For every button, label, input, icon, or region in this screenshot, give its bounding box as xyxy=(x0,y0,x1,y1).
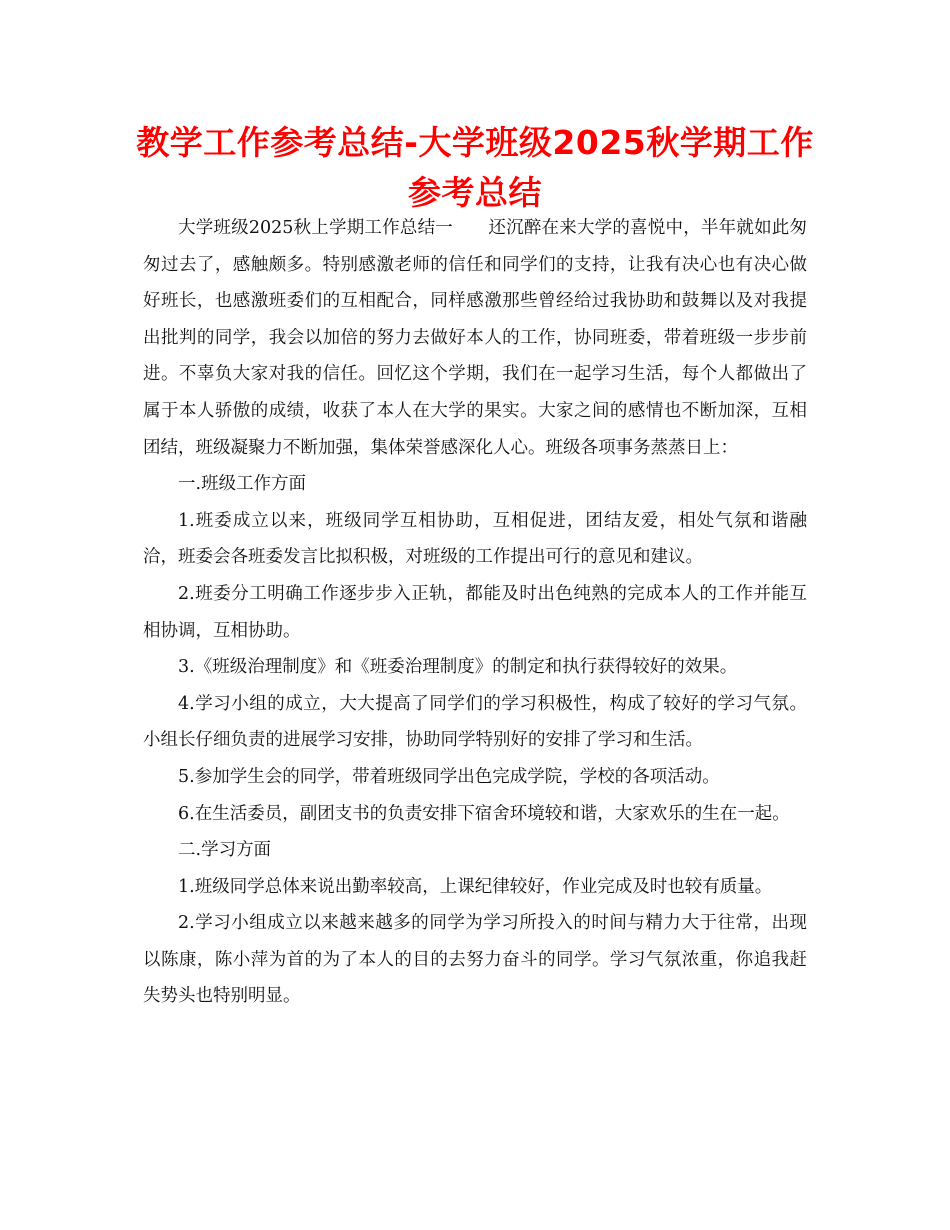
list-item: 4.学习小组的成立，大大提高了同学们的学习积极性，构成了较好的学习气氛。小组长仔细负责的进展学习安排，协助同学特别好的安排了学习和生活。 xyxy=(143,693,807,751)
list-item: 1.班委成立以来，班级同学互相协助，互相促进，团结友爱，相处气氛和谐融洽，班委会各班委发言比拟积极，对班级的工作提出可行的意见和建议。 xyxy=(143,510,807,568)
section-heading-class-work: 一.班级工作方面 xyxy=(178,474,307,495)
list-item: 6.在生活委员，副团支书的负责安排下宿舍环境较和谐，大家欢乐的生在一起。 xyxy=(178,803,790,824)
document-title: 教学工作参考总结-大学班级2025秋学期工作参考总结 xyxy=(136,123,814,212)
section-heading-study: 二.学习方面 xyxy=(178,840,272,861)
list-item: 2.学习小组成立以来越来越多的同学为学习所投入的时间与精力大于往常，出现以陈康，陈小萍为首的为了本人的目的去努力奋斗的同学。学习气氛浓重，你追我赶失势头也特别明显。 xyxy=(143,913,807,1007)
list-item: 5.参加学生会的同学，带着班级同学出色完成学院，学校的各项活动。 xyxy=(178,766,720,787)
paragraph-intro: 大学班级2025秋上学期工作总结一 还沉醉在来大学的喜悦中，半年就如此匆匆过去了，感触颇多。特别感激老师的信任和同学们的支持，让我有决心也有决心做好班长，也感激班委们的互相配合，同样感激那些曾经给过我协助和鼓舞以及对我提出批判的同学，我会以加倍的努力去做好本人的工作，协同班委，带着班级一步步前进。不辜负大家对我的信任。回忆这个学期，我们在一起学习生活，每个人都做出了属于本人骄傲的成绩，收获了本人在大学的果实。大家之间的感情也不断加深，互相团结，班级凝聚力不断加强，集体荣誉感深化人心。班级各项事务蒸蒸日上： xyxy=(143,218,807,458)
list-item: 2.班委分工明确工作逐步步入正轨，都能及时出色纯熟的完成本人的工作并能互相协调，互相协助。 xyxy=(143,583,807,641)
list-item: 3.《班级治理制度》和《班委治理制度》的制定和执行获得较好的效果。 xyxy=(178,657,738,678)
document-body xyxy=(143,210,807,1015)
list-item: 1.班级同学总体来说出勤率较高，上课纪律较好，作业完成及时也较有质量。 xyxy=(178,876,773,897)
